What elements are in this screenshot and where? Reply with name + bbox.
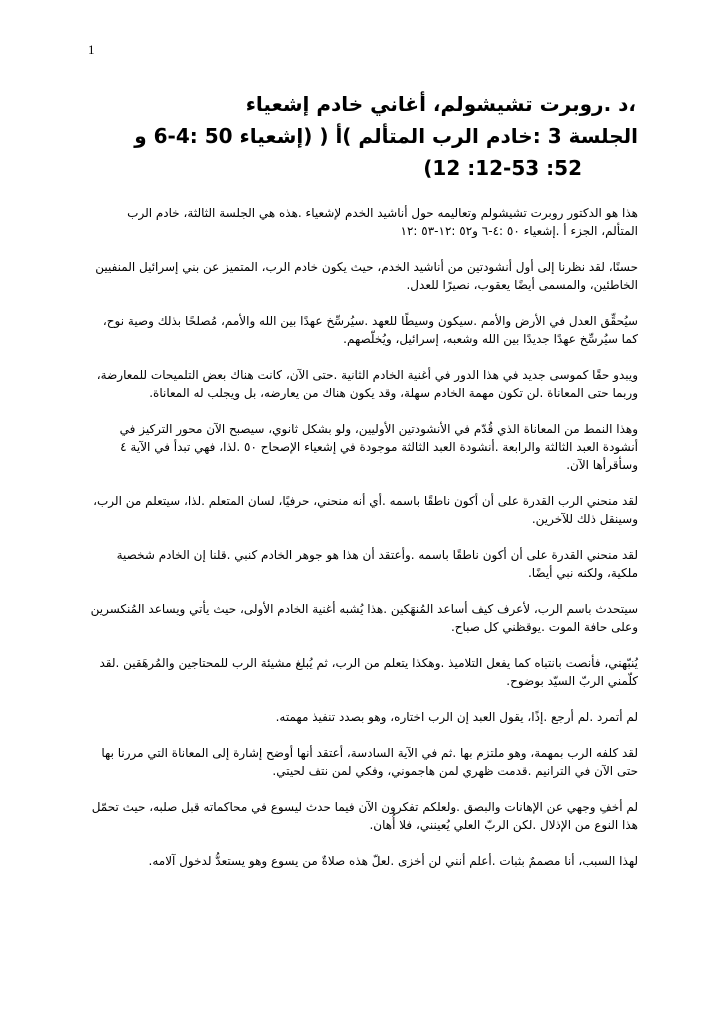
paragraph-3: سيُحقِّق العدل في الأرض والأمم .سيكون وسيطًا للعهد .سيُرسِّخ عهدًا بين الله والأمم، مُصلحًا بذلك وصية نوح، كما سيُرسِّخ عهدًا جديدًا بين الله وشعبه، إسرائيل، ويُخلّصهم. <box>102 314 638 346</box>
paragraph-10: لم أتمرد .لم أرجع .إذًا، يقول العبد إن الرب اختاره، وهو بصدد تنفيذ مهمته. <box>275 710 638 724</box>
paragraph-11: لقد كلفه الرب بمهمة، وهو ملتزم بها .ثم في الآية السادسة، أعتقد أنها أوضح إشارة إلى المعاناة التي مررنا بها حتى الآن في الترانيم .قدمت ظهري لمن هاجموني، وفكي لمن نتف لحيتي. <box>101 746 638 778</box>
title-line-1: ،د .روبرت تشيشولم، أغاني خادم إشعياء <box>245 92 636 116</box>
page-number: 1 <box>88 42 95 57</box>
paragraph-5: وهذا النمط من المعاناة الذي قُدّم في الأنشودتين الأوليين، ولو بشكل ثانوي، سيصبح الآن محور التركيز في أنشودة العبد الثالثة والرابعة .أنشودة العبد الثالثة موجودة في إشعياء الإصحاح ٥٠ .لذا، فهي تبدأ في الآية ٤ وسأقرأها الآن. <box>119 422 638 472</box>
title-line-2: الجلسة 3 :خادم الرب المتألم )أ ( (إشعياء 50 :4-6 و <box>134 124 638 148</box>
paragraph-13: لهذا السبب، أنا مصممٌ بثبات .أعلم أنني لن أخزى .لعلّ هذه صلاةٌ من يسوع وهو يستعدُّ لدخول آلامه. <box>148 854 638 868</box>
document-body <box>88 88 638 888</box>
paragraph-6: لقد منحني الرب القدرة على أن أكون ناطقًا باسمه .أي أنه منحني، حرفيًا، لسان المتعلم .لذا، سيتعلم من الرب، وسينقل ذلك للآخرين. <box>93 494 638 526</box>
document-title <box>88 88 638 184</box>
title-line-3: 52: 12-53: 12) <box>423 156 582 180</box>
paragraph-12: لم أخفِ وجهي عن الإهانات والبصق .ولعلكم تفكرون الآن فيما حدث ليسوع في محاكماته قبل صلبه، حيث تحمّل هذا النوع من الإذلال .لكن الربّ العلي يُعينني، فلا أُهان. <box>91 800 638 832</box>
paragraph-1: هذا هو الدكتور روبرت تشيشولم وتعاليمه حول أناشيد الخدم لإشعياء .هذه هي الجلسة الثالثة، خادم الرب المتألم، الجزء أ .إشعياء ٥٠ :٤-٦ و٥٢ :١٢-٥٣ :١٢ <box>127 206 638 238</box>
paragraph-2: حسنًا، لقد نظرنا إلى أول أنشودتين من أناشيد الخدم، حيث يكون خادم الرب، المتميز عن بني إسرائيل المنفيين الخاطئين، والمسمى أيضًا يعقوب، نصيرًا للعدل. <box>95 260 638 292</box>
paragraph-7: لقد منحني القدرة على أن أكون ناطقًا باسمه .وأعتقد أن هذا هو جوهر الخادم كنبي .قلنا إن الخادم شخصية ملكية، ولكنه نبي أيضًا. <box>116 548 638 580</box>
paragraph-9: يُنبّهني، فأنصت بانتباه كما يفعل التلاميذ .وهكذا يتعلم من الرب، ثم يُبلغ مشيئة الرب للمحتاجين والمُرهَقين .لقد كلّمني الربّ السيّد بوضوح. <box>99 656 638 688</box>
paragraph-4: ويبدو حقًا كموسى جديد في هذا الدور في أغنية الخادم الثانية .حتى الآن، كانت هناك بعض التلميحات للمعارضة، وربما حتى المعاناة .لن تكون مهمة الخادم سهلة، وقد يكون هناك من يعارضه، بل ويجلب له المعاناة. <box>96 368 638 400</box>
paragraph-8: سيتحدث باسم الرب، لأعرف كيف أساعد المُنهَكين .هذا يُشبه أغنية الخادم الأولى، حيث يأتي ويساعد المُنكسرين وعلى حافة الموت .يوقظني كل صباح. <box>90 602 638 634</box>
